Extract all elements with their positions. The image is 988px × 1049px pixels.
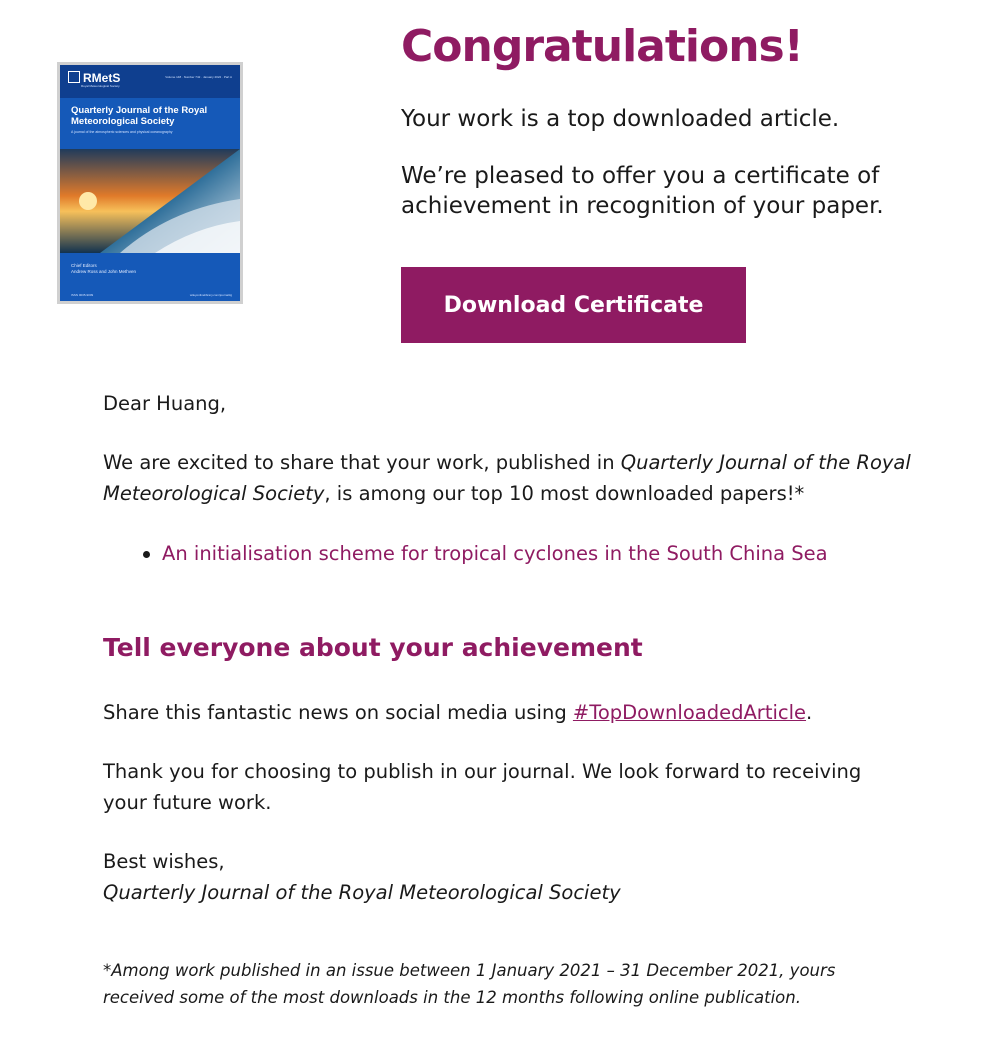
signoff: Best wishes, <box>103 850 225 873</box>
article-title-link[interactable]: An initialisation scheme for tropical cyclones in the South China Sea <box>162 542 828 565</box>
intro-text-after: , is among our top 10 most downloaded papers!* <box>324 482 805 505</box>
hashtag-link[interactable]: #TopDownloadedArticle <box>572 701 807 724</box>
share-text-before: Share this fantastic news on social media using <box>103 701 573 724</box>
article-list <box>103 540 828 568</box>
greeting: Dear Huang, <box>103 392 227 415</box>
rmets-logo <box>68 71 120 85</box>
cover-ocean-sunset-photo <box>60 149 240 253</box>
share-paragraph <box>103 697 812 728</box>
rmets-logo-mark-icon <box>68 71 80 83</box>
cover-editors-names: Andrew Ross and John Methven <box>71 269 137 274</box>
list-item <box>103 540 828 568</box>
thanks-paragraph: Thank you for choosing to publish in our journal. We look forward to receiving your future work. <box>103 760 862 814</box>
signature-block <box>103 846 621 908</box>
hero-certificate-message: We’re pleased to offer you a certificate of achievement in recognition of your paper. <box>401 163 884 219</box>
intro-paragraph <box>103 447 923 509</box>
intro-text-before: We are excited to share that your work, published in <box>103 451 621 474</box>
bullet-icon <box>143 551 150 558</box>
cover-title: Quarterly Journal of the Royal Meteorological Society <box>71 105 208 127</box>
cover-logo-text: RMetS <box>83 71 121 85</box>
cover-editors <box>71 263 136 275</box>
cover-issn: ISSN 0035-9009 <box>71 293 94 297</box>
download-certificate-button[interactable]: Download Certificate <box>401 267 746 343</box>
intro-journal-name: Quarterly Journal of the Royal Meteorological Society <box>103 451 911 505</box>
cover-issue-meta: Volume 148 · Number 742 · January 2022 · Part A <box>165 75 232 79</box>
cover-subtitle: A journal of the atmospheric sciences and physical oceanography <box>71 130 173 134</box>
footnote: *Among work published in an issue between 1 January 2021 – 31 December 2021, yours received some of the most downloads in the 12 months following online publication. <box>103 961 836 1007</box>
journal-cover-image <box>57 62 243 304</box>
cover-url: wileyonlinelibrary.com/journal/qj <box>189 293 232 297</box>
cover-logo-subtitle: Royal Meteorological Society <box>81 84 120 88</box>
signature-journal: Quarterly Journal of the Royal Meteorological Society <box>103 881 621 904</box>
share-text-after: . <box>806 701 813 724</box>
cover-editors-label: Chief Editors <box>71 263 97 268</box>
hero-message: Your work is a top downloaded article. <box>401 106 840 132</box>
page-title: Congratulations! <box>401 21 803 72</box>
share-heading: Tell everyone about your achievement <box>103 633 643 662</box>
